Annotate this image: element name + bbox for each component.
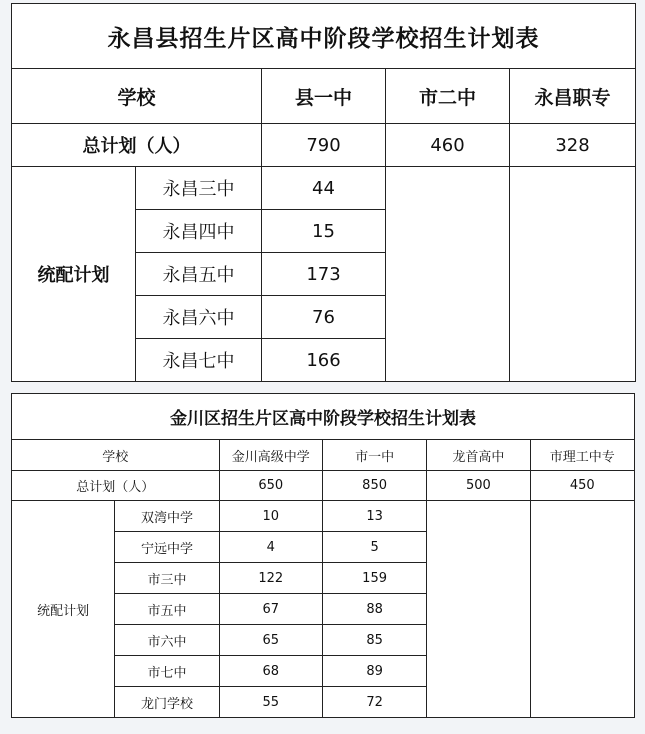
table-title: 永昌县招生片区高中阶段学校招生计划表 (12, 4, 636, 69)
school-name: 双湾中学 (115, 501, 219, 532)
total-value: 500 (427, 471, 530, 501)
school-name: 永昌四中 (136, 210, 262, 253)
cell-value: 55 (219, 687, 322, 718)
cell-value: 65 (219, 625, 322, 656)
empty-cell (427, 501, 530, 718)
cell-value: 4 (219, 532, 322, 563)
total-label: 总计划（人） (12, 471, 220, 501)
cell-value: 13 (322, 501, 426, 532)
cell-value: 67 (219, 594, 322, 625)
cell-value: 88 (322, 594, 426, 625)
header-col: 龙首高中 (427, 440, 530, 471)
table-row (12, 501, 635, 532)
table-row (12, 167, 636, 210)
empty-cell (510, 167, 636, 382)
school-name: 永昌六中 (136, 296, 262, 339)
cell-value: 85 (322, 625, 426, 656)
school-name: 龙门学校 (115, 687, 219, 718)
school-name: 宁远中学 (115, 532, 219, 563)
cell-value: 72 (322, 687, 426, 718)
dist-label: 统配计划 (12, 167, 136, 382)
school-name: 市三中 (115, 563, 219, 594)
cell-value: 10 (219, 501, 322, 532)
yongchang-plan-table (11, 3, 636, 382)
cell-value: 122 (219, 563, 322, 594)
cell-value: 166 (262, 339, 386, 382)
total-value: 328 (510, 124, 636, 167)
school-name: 市六中 (115, 625, 219, 656)
cell-value: 5 (322, 532, 426, 563)
school-name: 市五中 (115, 594, 219, 625)
cell-value: 15 (262, 210, 386, 253)
total-value: 460 (386, 124, 510, 167)
school-name: 市七中 (115, 656, 219, 687)
header-col: 市理工中专 (530, 440, 634, 471)
total-value: 790 (262, 124, 386, 167)
header-col: 市二中 (386, 69, 510, 124)
total-value: 850 (322, 471, 426, 501)
school-name: 永昌七中 (136, 339, 262, 382)
table-title: 金川区招生片区高中阶段学校招生计划表 (12, 394, 635, 440)
total-value: 650 (219, 471, 322, 501)
cell-value: 159 (322, 563, 426, 594)
header-col: 永昌职专 (510, 69, 636, 124)
header-school: 学校 (12, 440, 220, 471)
header-school: 学校 (12, 69, 262, 124)
cell-value: 68 (219, 656, 322, 687)
jinchuan-plan-table (11, 393, 635, 718)
school-name: 永昌五中 (136, 253, 262, 296)
header-col: 金川高级中学 (219, 440, 322, 471)
cell-value: 89 (322, 656, 426, 687)
total-label: 总计划（人） (12, 124, 262, 167)
cell-value: 44 (262, 167, 386, 210)
cell-value: 76 (262, 296, 386, 339)
empty-cell (386, 167, 510, 382)
header-col: 市一中 (322, 440, 426, 471)
school-name: 永昌三中 (136, 167, 262, 210)
cell-value: 173 (262, 253, 386, 296)
total-value: 450 (530, 471, 634, 501)
dist-label: 统配计划 (12, 501, 115, 718)
empty-cell (530, 501, 634, 718)
header-col: 县一中 (262, 69, 386, 124)
